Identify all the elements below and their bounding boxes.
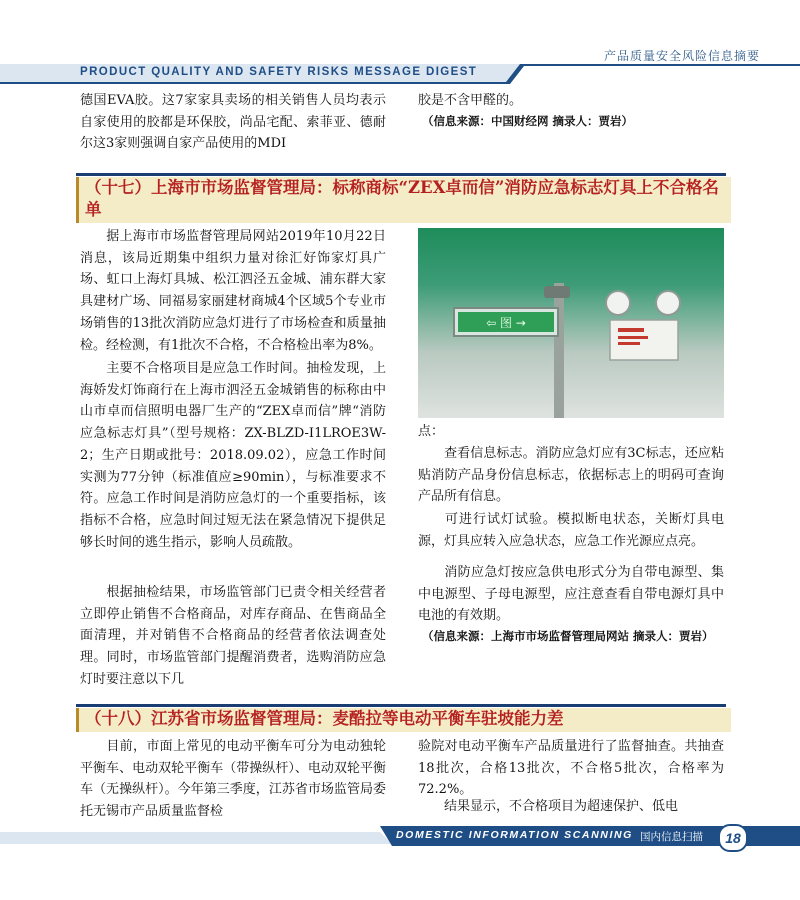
section-17-title: （十七）上海市市场监督管理局：标称商标“ZEX卓而信”消防应急标志灯具上不合格名单 xyxy=(76,177,731,223)
footer-section-cn: 国内信息扫描 xyxy=(640,831,703,843)
footer-section-en: DOMESTIC INFORMATION SCANNING xyxy=(396,829,633,841)
section-17-right-paragraph-3-text: 消防应急灯按应急供电形式分为自带电源型、集中电源型、子母电源型，应注意查看自带电源灯具中电池的有效期。 xyxy=(418,565,724,624)
header-category-cn: 产品质量安全风险信息摘要 xyxy=(603,49,760,63)
header-digest-en: PRODUCT QUALITY AND SAFETY RISKS MESSAGE DIGEST xyxy=(80,66,478,78)
continued-paragraph-right: 胶是不含甲醛的。 xyxy=(418,93,523,108)
section-17-paragraph-2 xyxy=(80,358,386,553)
section-18-right-paragraph-1: 验院对电动平衡车产品质量进行了监督抽查。共抽查18批次，合格13批次，不合格5批次，合格率为72.2%。 xyxy=(418,739,724,798)
section-18-right-paragraph-2 xyxy=(418,796,724,818)
section-17-right-paragraph-1 xyxy=(418,443,724,508)
emergency-light-illustration xyxy=(418,228,724,418)
section-17-paragraph-3 xyxy=(80,582,386,691)
section-17-banner xyxy=(76,173,726,221)
section-18-left-paragraph-1 xyxy=(80,736,386,823)
section-18-title: （十八）江苏省市场监督管理局：麦酷拉等电动平衡车驻坡能力差 xyxy=(76,708,731,732)
section-18-right-paragraph-2-text: 结果显示，不合格项目为超速保护、低电 xyxy=(444,799,679,814)
section-17-right-paragraph-1-text: 查看信息标志。消防应急灯应有3C标志，还应粘贴消防产品身份信息标志，依据标志上的明码可查询产品所有信息。 xyxy=(418,446,724,505)
section-17-right-paragraph-2-text: 可进行试灯试验。模拟断电状态，关断灯具电源，灯具应转入应急状态，应急工作光源应点亮。 xyxy=(418,512,724,549)
page-number: 18 xyxy=(718,824,748,852)
section-17-paragraph-1 xyxy=(80,226,386,356)
section-17-right-fragment: 点： xyxy=(418,424,445,439)
svg-text:⇦ 图 →: ⇦ 图 → xyxy=(486,316,526,330)
emergency-light-photo xyxy=(418,228,724,418)
section-17-right-paragraph-2 xyxy=(418,509,724,552)
section-17-right-paragraph-3 xyxy=(418,562,724,627)
section-17-source-note: （信息来源：上海市市场监督管理局网站 摘录人：贾岩） xyxy=(422,629,714,643)
section-17-paragraph-1-text: 据上海市市场监督管理局网站2019年10月22日消息，该局近期集中组织力量对徐汇好饰家灯具广场、虹口上海灯具城、松江泗泾五金城、浦东群大家具建材广场、同福易家丽建材商城4个区域5个专业市场销售的13批次消防应急灯进行了市场检查和质量抽检。经检测，有1批次不合格，不合格检出率为8%。 xyxy=(80,229,386,353)
source-note: （信息来源：中国财经网 摘录人：贾岩） xyxy=(422,114,634,128)
section-18-banner xyxy=(76,704,726,732)
section-17-paragraph-3-text: 根据抽检结果，市场监管部门已责令相关经营者立即停止销售不合格商品，对库存商品、在售商品全面清理，并对销售不合格商品的经营者依法调查处理。同时，市场监管部门提醒消费者，选购消防应急灯时要注意以下几 xyxy=(80,585,386,687)
section-17-paragraph-2-text: 主要不合格项目是应急工作时间。抽检发现，上海娇发灯饰商行在上海市泗泾五金城销售的标称由中山市卓而信照明电器厂生产的“ZEX卓而信”牌“消防应急标志灯具”（型号规格：ZX-BLZD-I1LROE3W-2；生产日期或批号：2018.09.02），应急工作时间实测为77分钟（标准值应≥90min），与标准要求不符。应急工作时间是消防应急灯的一个重要指标，该指标不合格，应急时间过短无法在紧急情况下提供足够长时间的逃生指示，影响人员疏散。 xyxy=(80,361,386,550)
continued-paragraph-left: 德国EVA胶。这7家家具卖场的相关销售人员均表示自家使用的胶都是环保胶，尚品宅配、索菲亚、德耐尔这3家则强调自家产品使用的MDI xyxy=(80,93,386,152)
section-18-left-paragraph-1-text: 目前，市面上常见的电动平衡车可分为电动独轮平衡车、电动双轮平衡车（带操纵杆）、电动双轮平衡车（无操纵杆）。今年第三季度，江苏省市场监管局委托无锡市产品质量监督检 xyxy=(80,739,386,820)
